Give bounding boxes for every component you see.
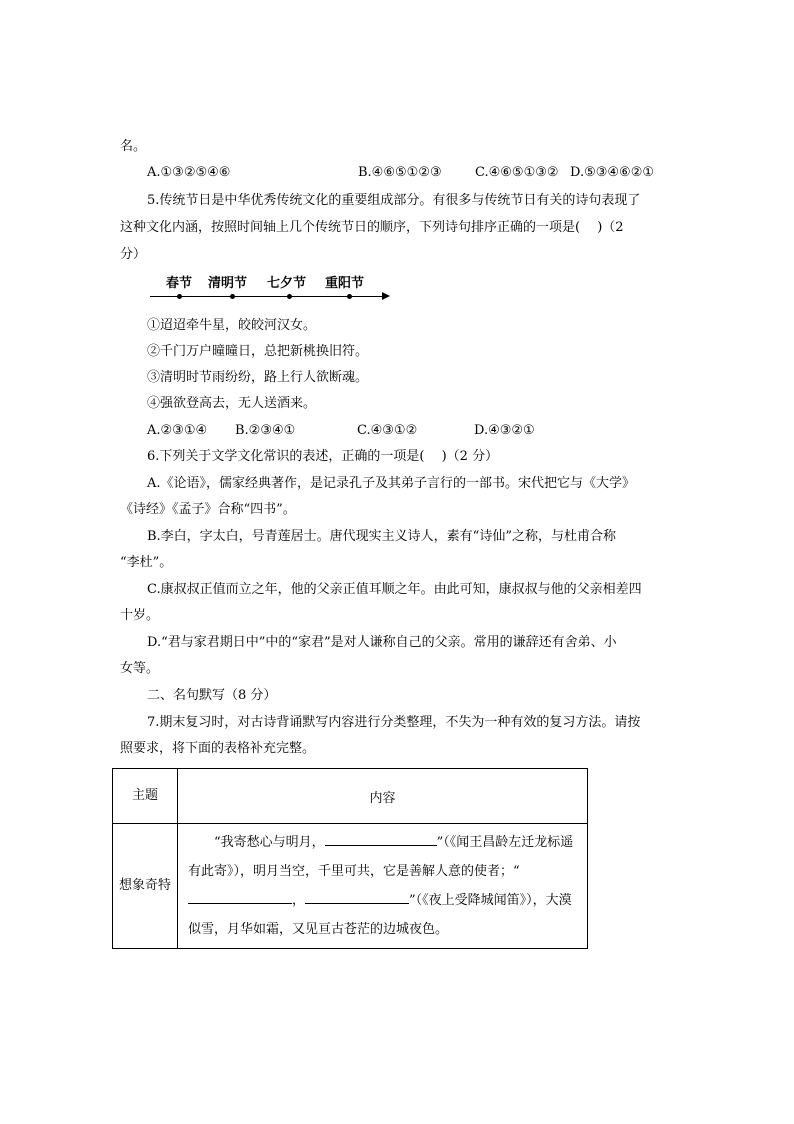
poetry-theme-table xyxy=(112,768,588,949)
q6-option-d-line2: 女等。 xyxy=(120,661,160,676)
q5-stem-line3: 分） xyxy=(120,247,147,262)
q5-option-d: D.④③②① xyxy=(474,423,535,438)
timeline-label-qixi: 七夕节 xyxy=(267,276,307,291)
table-row xyxy=(113,824,588,949)
content-text-1: “我寄愁心与明月， xyxy=(214,835,325,850)
festival-timeline xyxy=(150,272,390,306)
answer-blank-1[interactable] xyxy=(325,833,437,846)
content-text-2: ”（《闻王昌龄左迁龙标遥有此寄》），明月当空，千里可共，它是善解人意的使者；“ xyxy=(188,835,574,879)
timeline-dot xyxy=(287,294,292,299)
q6-option-c-line2: 十岁。 xyxy=(120,608,160,623)
content-text-3: ， xyxy=(292,893,306,908)
answer-blank-2[interactable] xyxy=(188,891,292,904)
q4-option-a: A.①③②⑤④⑥ xyxy=(147,165,231,180)
table-header-theme: 主题 xyxy=(113,769,178,824)
q5-poem-2: ②千门万户曈曈日，总把新桃换旧符。 xyxy=(147,344,369,359)
timeline-label-chongyang: 重阳节 xyxy=(325,276,365,291)
timeline-dot xyxy=(347,294,352,299)
table-header-content: 内容 xyxy=(178,769,588,824)
q5-option-c: C.④③①② xyxy=(357,423,418,438)
table-header-row xyxy=(113,769,588,824)
q6-option-b-line2: “李杜”。 xyxy=(120,555,173,570)
q5-option-b: B.②③④① xyxy=(235,423,296,438)
q6-option-a-line1: A.《论语》，儒家经典著作，是记录孔子及其弟子言行的一部书。宋代把它与《大学》 xyxy=(147,476,636,491)
q4-option-b: B.④⑥⑤①②③ xyxy=(358,165,442,180)
table-cell-theme: 想象奇特 xyxy=(113,824,178,949)
q4-tail-text: 名。 xyxy=(120,139,147,154)
timeline-arrow-icon xyxy=(382,292,390,300)
q5-poem-4: ④强欲登高去，无人送酒来。 xyxy=(147,396,317,411)
content-text-4: ”（《夜上受降城闻笛》），大漠似雪，月华如霜，又见亘古苍茫的边城夜色。 xyxy=(188,893,572,937)
q5-poem-1: ①迢迢牵牛星，皎皎河汉女。 xyxy=(147,318,317,333)
timeline-label-qingming: 清明节 xyxy=(208,276,248,291)
q5-poem-3: ③清明时节雨纷纷，路上行人欲断魂。 xyxy=(147,370,369,385)
q5-option-a: A.②③①④ xyxy=(147,423,208,438)
table-cell-content xyxy=(178,824,588,949)
q5-stem-line2: 这种文化内涵，按照时间轴上几个传统节日的顺序，下列诗句排序正确的一项是( )（2 xyxy=(120,220,624,235)
q5-stem-line1: 5.传统节日是中华优秀传统文化的重要组成部分。有很多与传统节日有关的诗句表现了 xyxy=(147,193,641,208)
q6-option-c-line1: C.康叔叔正值而立之年，他的父亲正值耳顺之年。由此可知，康叔叔与他的父亲相差四 xyxy=(147,582,642,597)
q4-option-c: C.④⑥⑤①③② xyxy=(475,165,559,180)
timeline-dot xyxy=(177,294,182,299)
q7-stem-line1: 7.期末复习时，对古诗背诵默写内容进行分类整理，不失为一种有效的复习方法。请按 xyxy=(147,715,641,730)
q4-option-d: D.⑤③④⑥②① xyxy=(570,165,655,180)
section-heading: 二、名句默写（8 分） xyxy=(147,688,277,703)
q6-option-d-line1: D.“君与家君期日中”中的“家君”是对人谦称自己的父亲。常用的谦辞还有舍弟、小 xyxy=(147,635,617,650)
q7-stem-line2: 照要求，将下面的表格补充完整。 xyxy=(120,741,316,756)
timeline-dot xyxy=(230,294,235,299)
q6-stem: 6.下列关于文学文化常识的表述，正确的一项是( )（2 分） xyxy=(147,449,499,464)
q6-option-b-line1: B.李白，字太白，号青莲居士。唐代现实主义诗人，素有“诗仙”之称，与杜甫合称 xyxy=(147,529,616,544)
answer-blank-3[interactable] xyxy=(305,891,409,904)
timeline-label-spring: 春节 xyxy=(166,276,193,291)
q6-option-a-line2: 《诗经》《孟子》合称“四书”。 xyxy=(120,502,296,517)
